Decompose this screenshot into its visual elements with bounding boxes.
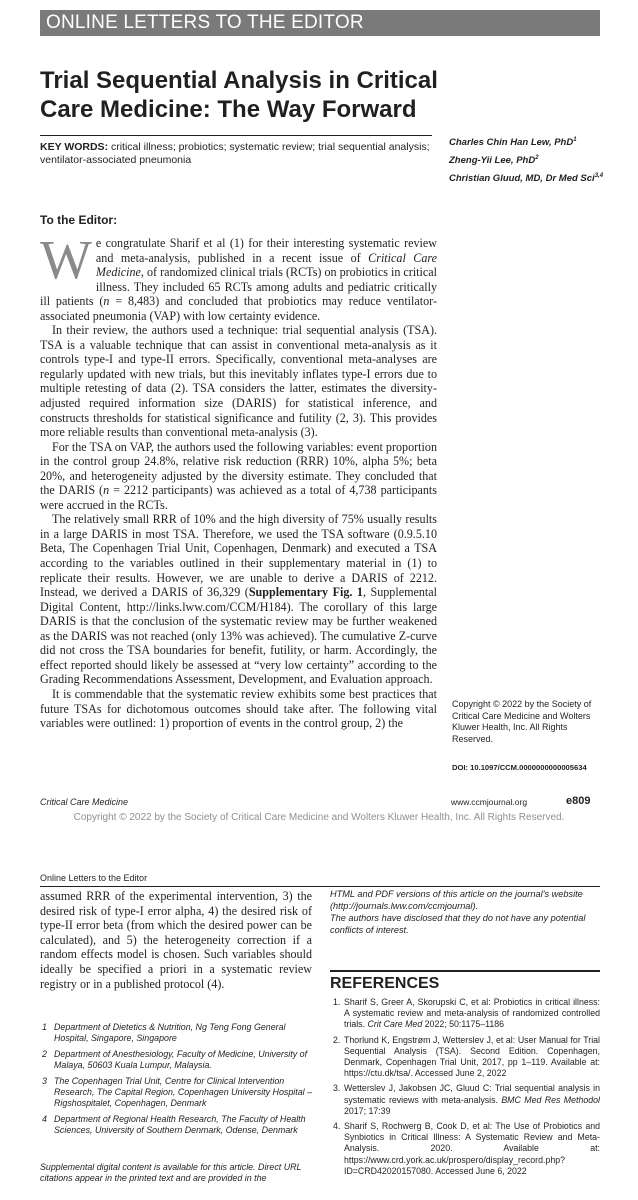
affiliation-4: 4 Department of Regional Health Research, The Faculty of Health Sciences, University of Southern Denmark, Odense, Denmark xyxy=(42,1114,306,1135)
footer-journal: Critical Care Medicine xyxy=(40,797,129,807)
copyright-line: Copyright © 2022 by the Society of Critical Care Medicine and Wolters Kluwer Health, Inc. All Rights Reserved. xyxy=(73,812,565,823)
paragraph-5: It is commendable that the systematic review exhibits some best practices that future TSAs for dichotomous outcomes should take after. The following vital variables were outlined: 1) proportion of events in the control group, 2) the xyxy=(40,686,437,731)
author-1: Charles Chin Han Lew, PhD$^1$ xyxy=(449,137,577,149)
references-list xyxy=(330,997,600,1181)
reference-item: 4. Sharif S, Rochwerg B, Cook D, et al: The Use of Probiotics and Synbiotics in Critical Illness: A Systematic Review and Meta-Analysis. 2020. Available at: https://www.crd.york.ac.uk/prospero/display_record.php?ID=CRD42020157080. Accessed June 6, 2022 xyxy=(333,1121,600,1176)
affiliation-2: 2 Department of Anesthesiology, Faculty of Medicine, University of Malaya, 50603 Kuala Lumpur, Malaysia. xyxy=(42,1049,308,1070)
paragraph-2: In their review, the authors used a technique: trial sequential analysis (TSA). TSA is a valuable technique that can assist in conventional meta-analysis as it controls type-I and type-II errors. Specifically, conventional meta-analyses are regularly updated with new trials, but this inevitably inflates type-I errors due to multiple retesting of data (2). TSA considers the latter, estimates the diversity-adjusted required information size (DARIS) for statistical inference, and constructs thresholds for statistical significance and futility (2, 3). This provides more reliable results than conventional meta-analysis (3). xyxy=(40,323,437,440)
html-note: HTML and PDF versions of this article on the journal’s website (http://journals.lww.com/ccmjournal). xyxy=(330,889,583,911)
header-divider xyxy=(40,886,600,887)
copyright-note: Copyright © 2022 by the Society of Critical Care Medicine and Wolters Kluwer Health, Inc. All Rights Reserved. xyxy=(452,699,592,744)
doi: DOI: 10.1097/CCM.0000000000005634 xyxy=(452,763,587,772)
paragraph-1: We congratulate Sharif et al (1) for their interesting systematic review and meta-analysis, published in a recent issue of Critical Care Medicine, of randomized clinical trials (RCTs) on probiotics in critical illness. They included 65 RCTs among adults and pediatric critically ill patients (n = 8,483) and concluded that probiotics may reduce ventilator-associated pneumonia (VAP) with low certainty evidence. xyxy=(40,229,437,323)
affiliations xyxy=(40,1022,314,1141)
salutation: To the Editor: xyxy=(40,213,118,227)
letter-body xyxy=(40,229,437,731)
paragraph-3: For the TSA on VAP, the authors used the following variables: event proportion in the control group 24.8%, relative risk reduction (RRR) 10%, alpha 5%; beta 20%, and heterogeneity adjusted by the diversity estimate. They concluded that the DARIS (n = 2212 participants) was achieved as a total of 4,738 participants were accrued in the RCTs. xyxy=(40,439,437,512)
reference-item: 1. Sharif S, Greer A, Skorupski C, et al: Probiotics in critical illness: A systematic review and meta-analysis of randomized controlled trials. Crit Care Med 2022; 50:1175–1186 xyxy=(333,997,600,1030)
affiliation-3: 3 The Copenhagen Trial Unit, Centre for Clinical Intervention Research, The Capital Region, Copenhagen University Hospital – Rigshospitalet, Copenhagen, Denmark xyxy=(42,1076,313,1108)
supplemental-note: Supplemental digital content is available for this article. Direct URL citations appear in the printed text and are provided in the xyxy=(40,1162,302,1183)
references-divider xyxy=(330,970,600,972)
article-title: Trial Sequential Analysis in Critical Care Medicine: The Way Forward xyxy=(40,67,438,123)
author-3: Christian Gluud, MD, Dr Med Sci$^{3,4}$ xyxy=(449,173,604,185)
article-notes xyxy=(330,889,600,937)
keywords-divider xyxy=(40,135,432,136)
drop-cap: W xyxy=(40,229,92,290)
reference-item: 3. Wetterslev J, Jakobsen JC, Gluud C: Trial sequential analysis in systematic reviews with meta-analysis. BMC Med Res Methodol 2017; 17:39 xyxy=(333,1083,600,1116)
section-banner: ONLINE LETTERS TO THE EDITOR xyxy=(40,10,600,36)
disclosure: The authors have disclosed that they do not have any potential conflicts of interest. xyxy=(330,913,586,935)
running-header: Online Letters to the Editor xyxy=(40,873,148,883)
author-2: Zheng-Yii Lee, PhD$^2$ xyxy=(449,155,539,167)
reference-item: 2. Thorlund K, Engstrøm J, Wetterslev J, et al: User Manual for Trial Sequential Analysis (TSA). Second Edition. Copenhagen, Denmark, Copenhagen Trial Unit, 2017, pp 1–119. Available at: https://ctu.dk/tsa/. Accessed June 2, 2022 xyxy=(333,1034,600,1079)
keywords-text: critical illness; probiotics; systematic review; trial sequential analysis; ventilator-associated pneumonia xyxy=(40,141,430,166)
references-heading: REFERENCES xyxy=(330,975,440,992)
paragraph-6: assumed RRR of the experimental intervention, 3) the desired risk of type-I error alpha, 4) the desired risk of type-II error beta (from which the desired power can be calculated), and 5) the heterogeneity correction if a random effects model is chosen. Such variables should ideally be specified a priori in a systematic review registry or in a published protocol (4). xyxy=(40,889,312,991)
affiliation-1: 1 Department of Dietetics & Nutrition, Ng Teng Fong General Hospital, Singapore, Singapore xyxy=(42,1022,286,1043)
paragraph-4: The relatively small RRR of 10% and the high diversity of 75% usually results in a large DARIS in most TSA. Therefore, we used the TSA software (0.9.5.10 Beta, The Copenhagen Trial Unit, Copenhagen, Denmark) and executed a TSA according to the variables outlined in their supplementary material in (1) to replicate their results. However, we are unable to derive a DARIS of 2212. Instead, we derived a DARIS of 36,329 (Supplementary Fig. 1, Supplemental Digital Content, http://links.lww.com/CCM/H184). The corollary of this large DARIS is that the conclusion of the systematic review may be further weakened as the DARIS was not reached (only 13% was achieved). The cumulative Z-curve did not cross the TSA boundaries for benefit, futility, or harm. Accordingly, the effect reported should likely be assessed at “very low certainty” according to the Grading Recommendations Assessment, Development, and Evaluation approach. xyxy=(40,512,437,687)
footer-url[interactable]: www.ccmjournal.org xyxy=(451,797,528,807)
keywords-label: KEY WORDS: xyxy=(40,141,109,153)
keywords xyxy=(40,141,432,167)
page-number: e809 xyxy=(566,795,591,807)
